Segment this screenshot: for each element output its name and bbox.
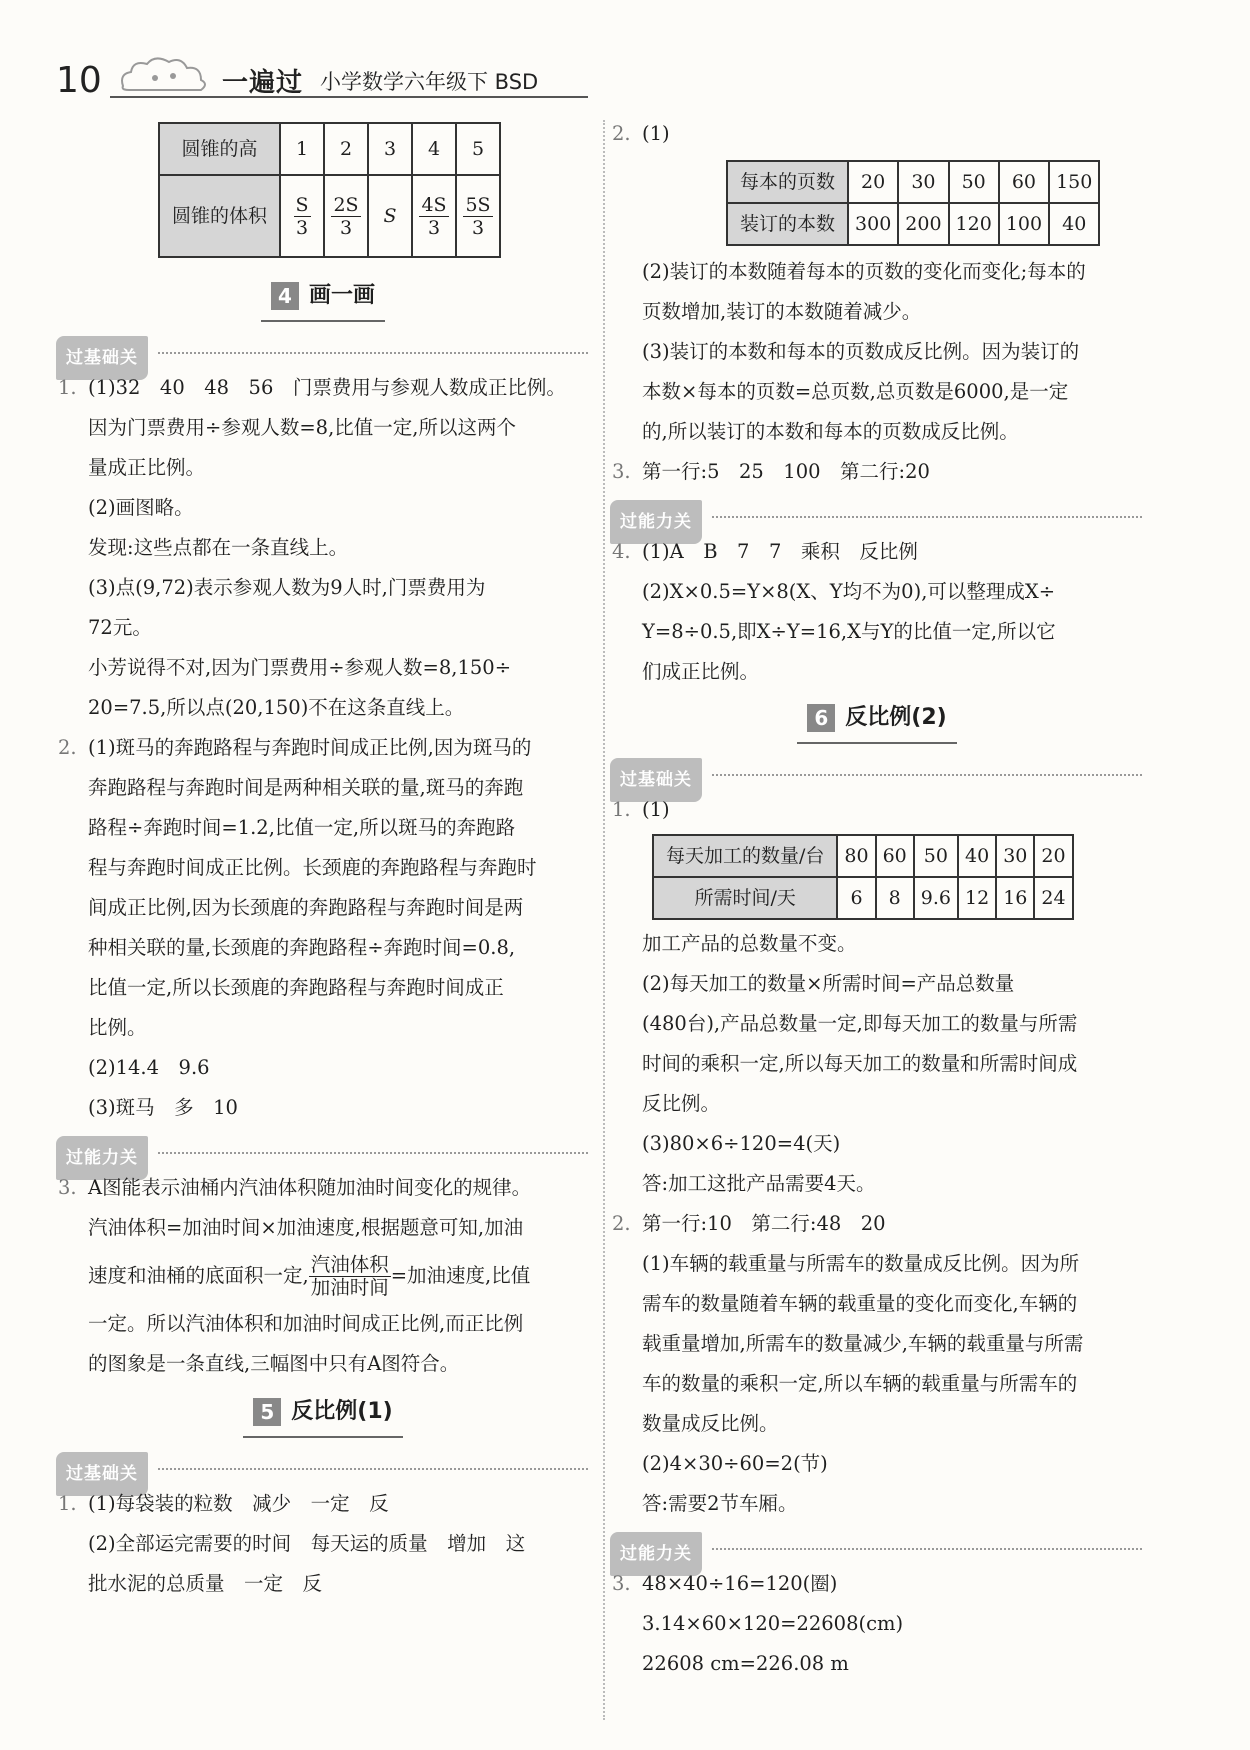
fraction-numerator: S: [295, 193, 309, 216]
answer-line: 发现:这些点都在一条直线上。: [88, 536, 349, 559]
level-band: [612, 492, 1142, 532]
clouds-decoration-icon: [115, 52, 215, 96]
answer-line: 汽油体积=加油时间×加油速度,根据题意可知,加油: [88, 1216, 524, 1239]
answer-line: 们成正比例。: [642, 660, 760, 683]
table-header-cell: 所需时间/天: [653, 877, 837, 919]
answer-line: (480台),产品总数量一定,即每天加工的数量与所需: [642, 1012, 1078, 1035]
answer-line: 22608 cm=226.08 m: [642, 1652, 849, 1675]
table-cell: 150: [1049, 161, 1099, 203]
fraction-numerator: 2S: [333, 193, 359, 216]
header-rule: [110, 96, 588, 98]
table-cell: 50: [914, 835, 958, 877]
fraction-numerator: 汽油体积: [310, 1253, 389, 1276]
pages-table: [726, 160, 1100, 246]
answer-line: (2)装订的本数随着每本的页数的变化而变化;每本的: [642, 260, 1086, 283]
level-band: [612, 1524, 1142, 1564]
table-cell: 120: [949, 203, 999, 245]
table-header-cell: 每本的页数: [727, 161, 848, 203]
question-number: 1.: [58, 376, 77, 399]
section-title: [58, 276, 588, 322]
question-number: 4.: [612, 540, 631, 563]
answer-line: 的,所以装订的本数和每本的页数成反比例。: [642, 420, 1019, 443]
table-cell: 8: [876, 877, 914, 919]
table-row: [727, 203, 1099, 245]
level-band: [58, 328, 588, 368]
level-tag: 过基础关: [56, 1452, 148, 1496]
level-tag: 过能力关: [56, 1136, 148, 1180]
answer-line: 种相关联的量,长颈鹿的奔跑路程÷奔跑时间=0.8,: [88, 936, 516, 959]
answer-line: 数量成反比例。: [642, 1412, 779, 1435]
answer-line: 答:需要2节车厢。: [642, 1492, 798, 1515]
question-2: [58, 728, 588, 1128]
table-cell: 40: [958, 835, 996, 877]
table-cell: 80: [837, 835, 875, 877]
answer-line: 小芳说得不对,因为门票费用÷参观人数=8,150÷: [88, 656, 512, 679]
fraction-numerator: 5S: [465, 193, 491, 216]
answer-line: 时间的乘积一定,所以每天加工的数量和所需时间成: [642, 1052, 1078, 1075]
table-row: [159, 123, 500, 175]
table-cell: 20: [848, 161, 898, 203]
answer-line: 需车的数量随着车辆的载重量的变化而变化,车辆的: [642, 1292, 1078, 1315]
answer-text: =加油速度,比值: [390, 1264, 531, 1287]
section-badge: 5: [253, 1398, 281, 1426]
answer-line: 批水泥的总质量 一定 反: [88, 1572, 323, 1595]
section-badge: 4: [271, 282, 299, 310]
cone-table: [158, 122, 501, 258]
answer-line: Y=8÷0.5,即X÷Y=16,X与Y的比值一定,所以它: [642, 620, 1056, 643]
table-cell: 300: [848, 203, 898, 245]
level-tag: 过基础关: [56, 336, 148, 380]
table-cell: 50: [949, 161, 999, 203]
table-header-cell: 圆锥的高: [159, 123, 280, 175]
answer-line: 一定。所以汽油体积和加油时间成正比例,而正比例: [88, 1312, 524, 1335]
answer-line: 3.14×60×120=22608(cm): [642, 1612, 904, 1635]
answer-line: 的图象是一条直线,三幅图中只有A图符合。: [88, 1352, 460, 1375]
question-number: 2.: [612, 122, 631, 145]
section-badge: 6: [807, 704, 835, 732]
question-number: 2.: [58, 736, 77, 759]
answer-line: (1)32 40 48 56 门票费用与参观人数成正比例。: [88, 376, 566, 399]
answer-line: 20=7.5,所以点(20,150)不在这条直线上。: [88, 696, 465, 719]
answer-line: 量成正比例。: [88, 456, 206, 479]
question-number: 3.: [612, 460, 631, 483]
table-cell: 12: [958, 877, 996, 919]
table-cell: 20: [1034, 835, 1072, 877]
table-cell: 1: [280, 123, 324, 175]
answer-line: (1): [642, 798, 670, 821]
answer-line: (1)车辆的载重量与所需车的数量成反比例。因为所: [642, 1252, 1080, 1275]
answer-line: (2)4×30÷60=2(节): [642, 1452, 828, 1475]
table-cell: [412, 175, 456, 257]
production-table: [652, 834, 1074, 920]
table-cell: 60: [876, 835, 914, 877]
question-number: 1.: [612, 798, 631, 821]
column-divider: [603, 120, 605, 1720]
question-2: [612, 114, 1142, 452]
table-cell: 100: [999, 203, 1049, 245]
fraction-denominator: 3: [471, 216, 485, 239]
table-row: [653, 877, 1073, 919]
answer-line: (1): [642, 122, 670, 145]
question-1: [58, 368, 588, 728]
level-tag: 过能力关: [610, 500, 702, 544]
table-cell: 5: [456, 123, 500, 175]
book-subtitle: 小学数学六年级下 BSD: [320, 70, 539, 94]
answer-line: 程与奔跑时间成正比例。长颈鹿的奔跑路程与奔跑时: [88, 856, 537, 879]
answer-line: 因为门票费用÷参观人数=8,比值一定,所以这两个: [88, 416, 516, 439]
table-cell: 6: [837, 877, 875, 919]
table-header-cell: 圆锥的体积: [159, 175, 280, 257]
question-1: [612, 790, 1142, 1204]
question-number: 1.: [58, 1492, 77, 1515]
fraction: [309, 1254, 391, 1299]
answer-line: 72元。: [88, 616, 152, 639]
table-cell: 200: [898, 203, 948, 245]
table-cell: [456, 175, 500, 257]
answer-line: (3)点(9,72)表示参观人数为9人时,门票费用为: [88, 576, 486, 599]
table-cell: 4: [412, 123, 456, 175]
answer-line: (2)画图略。: [88, 496, 194, 519]
answer-line: (2)14.4 9.6: [88, 1056, 210, 1079]
answer-line: 第一行:5 25 100 第二行:20: [642, 460, 930, 483]
answer-text: 速度和油桶的底面积一定,: [88, 1264, 309, 1287]
answer-line: 路程÷奔跑时间=1.2,比值一定,所以斑马的奔跑路: [88, 816, 516, 839]
section-title: [612, 698, 1142, 744]
level-band: [58, 1128, 588, 1168]
section-title-text: 反比例(2): [845, 705, 947, 730]
right-column: [612, 114, 1142, 1684]
table-cell: 30: [898, 161, 948, 203]
question-number: 2.: [612, 1212, 631, 1235]
table-header-cell: 每天加工的数量/台: [653, 835, 837, 877]
answer-line: (2)每天加工的数量×所需时间=产品总数量: [642, 972, 1015, 995]
answer-line: 比值一定,所以长颈鹿的奔跑路程与奔跑时间成正: [88, 976, 504, 999]
table-cell: S: [368, 175, 412, 257]
table-cell: 60: [999, 161, 1049, 203]
fraction-denominator: 3: [295, 216, 309, 239]
section-title-text: 画一画: [308, 283, 375, 308]
level-band: [612, 750, 1142, 790]
answer-line: [88, 1248, 588, 1304]
answer-line: 载重量增加,所需车的数量减少,车辆的载重量与所需: [642, 1332, 1084, 1355]
table-cell: [280, 175, 324, 257]
table-cell: 9.6: [914, 877, 958, 919]
table-cell: 30: [996, 835, 1034, 877]
answer-line: (2)X×0.5=Y×8(X、Y均不为0),可以整理成X÷: [642, 580, 1056, 603]
answer-line: 48×40÷16=120(圈): [642, 1572, 838, 1595]
answer-line: A图能表示油桶内汽油体积随加油时间变化的规律。: [88, 1176, 532, 1199]
answer-line: 奔跑路程与奔跑时间是两种相关联的量,斑马的奔跑: [88, 776, 524, 799]
table-cell: 2: [324, 123, 368, 175]
fraction-numerator: 4S: [421, 193, 447, 216]
level-tag: 过能力关: [610, 1532, 702, 1576]
question-number: 3.: [612, 1572, 631, 1595]
question-3: [58, 1168, 588, 1384]
answer-line: (3)装订的本数和每本的页数成反比例。因为装订的: [642, 340, 1080, 363]
question-4: [612, 532, 1142, 692]
answer-line: 车的数量的乘积一定,所以车辆的载重量与所需车的: [642, 1372, 1078, 1395]
left-column: [58, 122, 588, 1604]
answer-line: 间成正比例,因为长颈鹿的奔跑路程与奔跑时间是两: [88, 896, 524, 919]
answer-line: (3)80×6÷120=4(天): [642, 1132, 841, 1155]
question-3: [612, 452, 1142, 492]
fraction-denominator: 3: [339, 216, 353, 239]
answer-line: (2)全部运完需要的时间 每天运的质量 增加 这: [88, 1532, 526, 1555]
brand-logo: 一遍过: [222, 68, 304, 98]
answer-line: (3)斑马 多 10: [88, 1096, 238, 1119]
table-cell: 40: [1049, 203, 1099, 245]
table-row: [727, 161, 1099, 203]
table-cell: 24: [1034, 877, 1072, 919]
answer-line: 比例。: [88, 1016, 147, 1039]
fraction-denominator: 加油时间: [310, 1276, 389, 1299]
answer-line: 页数增加,装订的本数随着减少。: [642, 300, 922, 323]
answer-line: 答:加工这批产品需要4天。: [642, 1172, 876, 1195]
question-number: 3.: [58, 1176, 77, 1199]
section-title: [58, 1392, 588, 1438]
answer-line: 第一行:10 第二行:48 20: [642, 1212, 886, 1235]
table-row: [653, 835, 1073, 877]
section-title-text: 反比例(1): [291, 1399, 393, 1424]
answer-line: (1)A B 7 7 乘积 反比例: [642, 540, 918, 563]
answer-line: 加工产品的总数量不变。: [642, 932, 857, 955]
table-row: [159, 175, 500, 257]
answer-line: (1)斑马的奔跑路程与奔跑时间成正比例,因为斑马的: [88, 736, 532, 759]
question-3: [612, 1564, 1142, 1684]
table-header-cell: 装订的本数: [727, 203, 848, 245]
fraction-denominator: 3: [427, 216, 441, 239]
answer-line: 本数×每本的页数=总页数,总页数是6000,是一定: [642, 380, 1069, 403]
table-cell: [324, 175, 368, 257]
level-band: [58, 1444, 588, 1484]
page-number: 10: [56, 60, 102, 101]
table-cell: 16: [996, 877, 1034, 919]
level-tag: 过基础关: [610, 758, 702, 802]
table-cell: 3: [368, 123, 412, 175]
question-2: [612, 1204, 1142, 1524]
answer-line: 反比例。: [642, 1092, 721, 1115]
answer-line: (1)每袋装的粒数 减少 一定 反: [88, 1492, 389, 1515]
question-1: [58, 1484, 588, 1604]
